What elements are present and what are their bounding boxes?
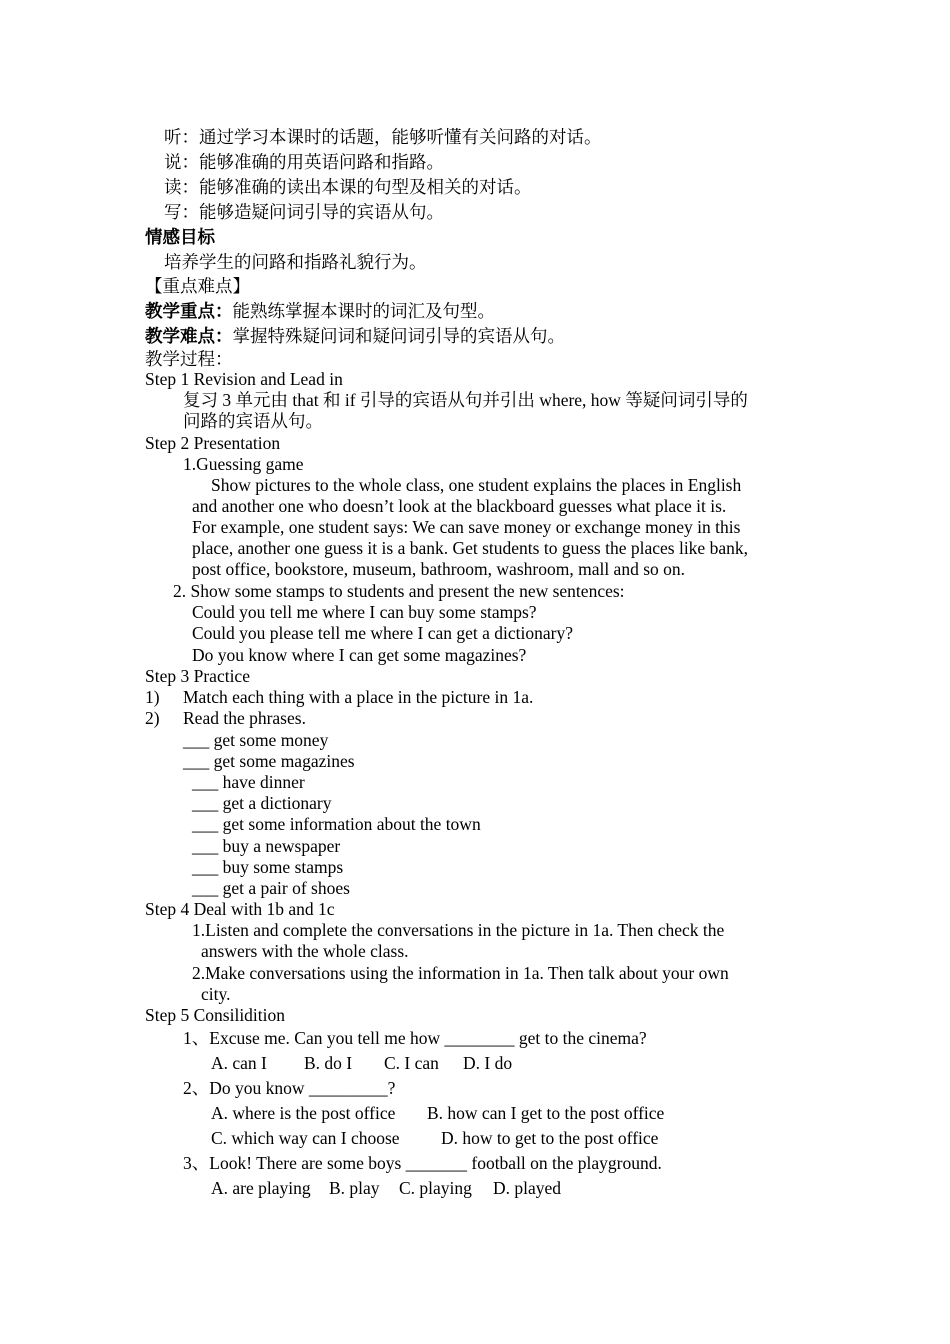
- skill-speaking: 说：能够准确的用英语问路和指路。: [164, 152, 444, 172]
- question-2-options: [211, 1102, 664, 1124]
- teaching-difficulty-text: 掌握特殊疑问词和疑问词引导的宾语从句。: [232, 326, 565, 346]
- question-1-options: [211, 1052, 512, 1074]
- guessing-game-line: post office, bookstore, museum, bathroom, washroom, mall and so on.: [192, 559, 686, 579]
- option: B. do I: [304, 1053, 353, 1073]
- question-1-stem: 1、Excuse me. Can you tell me how ________ get to the cinema?: [183, 1028, 647, 1048]
- emotion-heading: 情感目标: [145, 227, 215, 247]
- skill-writing: 写：能够造疑问词引导的宾语从句。: [164, 202, 444, 222]
- guessing-game-line: For example, one student says: We can save money or exchange money in this: [192, 517, 741, 537]
- teaching-focus-text: 能熟练掌握本课时的词汇及句型。: [232, 301, 495, 321]
- question-2-stem: 2、Do you know _________?: [183, 1078, 396, 1098]
- step4-line: city.: [201, 984, 231, 1004]
- key-points-heading: 【重点难点】: [145, 276, 250, 296]
- phrase-item: ___ get a pair of shoes: [192, 878, 350, 898]
- option: A. can I: [211, 1053, 267, 1073]
- practice-item-text: Match each thing with a place in the picture in 1a.: [183, 687, 534, 707]
- step4-line: 2.Make conversations using the information in 1a. Then talk about your own: [192, 963, 729, 983]
- new-sentence: Could you please tell me where I can get a dictionary?: [192, 623, 573, 643]
- option: C. I can: [384, 1053, 439, 1073]
- phrase-item: ___ buy some stamps: [192, 857, 344, 877]
- option: C. playing: [399, 1178, 472, 1198]
- step4-line: answers with the whole class.: [201, 941, 409, 961]
- skill-listening: 听：通过学习本课时的话题，能够听懂有关问路的对话。: [164, 127, 602, 147]
- teaching-focus: [145, 300, 495, 322]
- practice-item-text: Read the phrases.: [183, 708, 306, 728]
- guessing-game-line: place, another one guess it is a bank. Get students to guess the places like bank,: [192, 538, 748, 558]
- step1-title: Step 1 Revision and Lead in: [145, 369, 343, 389]
- practice-item-num: 2): [145, 708, 160, 728]
- stamps-title: 2. Show some stamps to students and present the new sentences:: [173, 581, 625, 601]
- step1-line: 问路的宾语从句。: [183, 411, 323, 431]
- question-2-options: [211, 1127, 658, 1149]
- practice-item-num: 1): [145, 687, 160, 707]
- guessing-game-line: Show pictures to the whole class, one student explains the places in English: [211, 475, 742, 495]
- guessing-game-line: and another one who doesn’t look at the blackboard guesses what place it is.: [192, 496, 727, 516]
- phrase-item: ___ get some money: [183, 730, 329, 750]
- option: C. which way can I choose: [211, 1128, 400, 1148]
- teaching-focus-label: 教学重点：: [145, 301, 233, 321]
- step5-title: Step 5 Consilidition: [145, 1005, 286, 1025]
- phrase-item: ___ buy a newspaper: [192, 836, 341, 856]
- emotion-text: 培养学生的问路和指路礼貌行为。: [164, 252, 427, 272]
- option: D. I do: [463, 1053, 513, 1073]
- option: D. how to get to the post office: [441, 1128, 659, 1148]
- step3-title: Step 3 Practice: [145, 666, 250, 686]
- question-3-stem: 3、Look! There are some boys _______ football on the playground.: [183, 1153, 662, 1173]
- option: A. are playing: [211, 1178, 311, 1198]
- skill-reading: 读：能够准确的读出本课的句型及相关的对话。: [164, 177, 532, 197]
- option: B. how can I get to the post office: [427, 1103, 665, 1123]
- guessing-game-title: 1.Guessing game: [183, 454, 304, 474]
- new-sentence: Could you tell me where I can buy some stamps?: [192, 602, 537, 622]
- phrase-item: ___ get a dictionary: [192, 793, 332, 813]
- option: B. play: [329, 1178, 380, 1198]
- step1-line: 复习 3 单元由 that 和 if 引导的宾语从句并引出 where, how 等疑问词引导的: [183, 390, 748, 410]
- phrase-item: ___ get some information about the town: [192, 814, 481, 834]
- option: D. played: [493, 1178, 562, 1198]
- new-sentence: Do you know where I can get some magazines?: [192, 645, 527, 665]
- phrase-item: ___ have dinner: [192, 772, 305, 792]
- step4-line: 1.Listen and complete the conversations in the picture in 1a. Then check the: [192, 920, 725, 940]
- teaching-difficulty: [145, 325, 565, 347]
- process-heading: 教学过程：: [145, 349, 233, 369]
- option: A. where is the post office: [211, 1103, 396, 1123]
- question-3-options: [211, 1177, 561, 1199]
- phrase-item: ___ get some magazines: [183, 751, 355, 771]
- step2-title: Step 2 Presentation: [145, 433, 281, 453]
- step4-title: Step 4 Deal with 1b and 1c: [145, 899, 335, 919]
- teaching-difficulty-label: 教学难点：: [145, 326, 233, 346]
